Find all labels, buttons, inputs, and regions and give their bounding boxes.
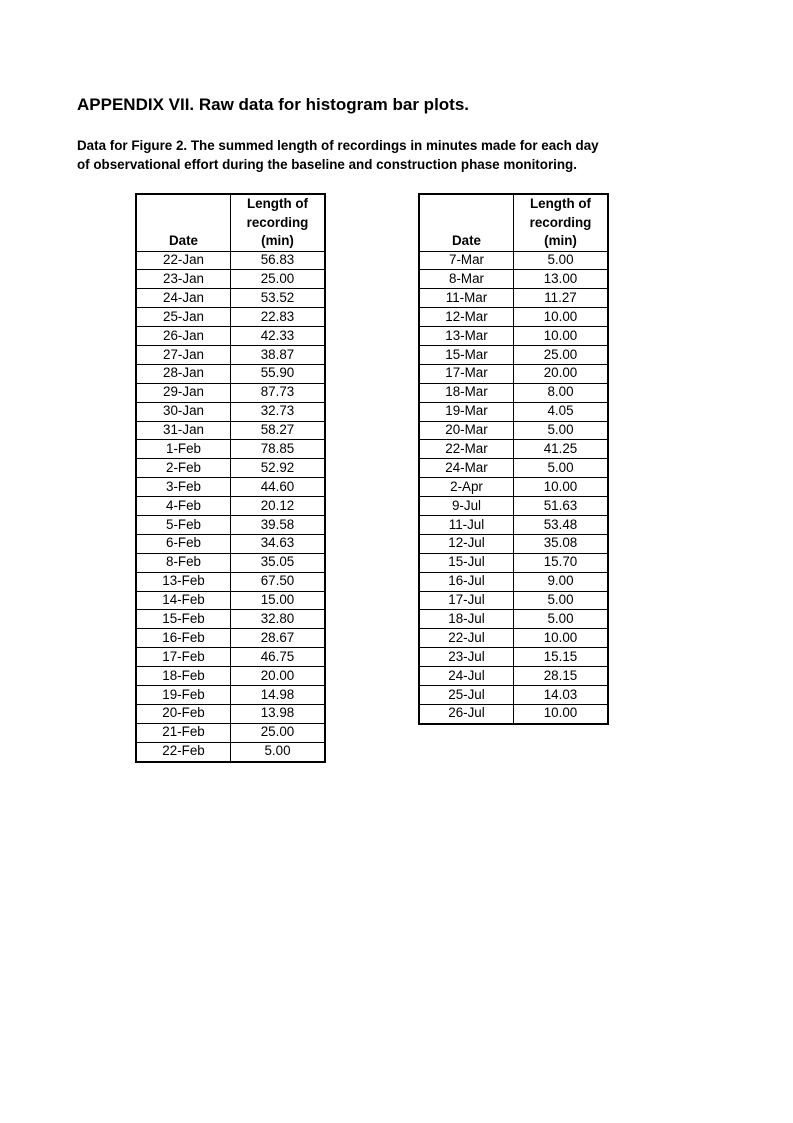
table-row [419, 345, 608, 364]
length-cell: 14.98 [231, 685, 326, 704]
date-cell: 19-Mar [419, 402, 514, 421]
length-cell: 87.73 [231, 383, 326, 402]
table-row [136, 685, 325, 704]
length-cell: 35.08 [514, 534, 609, 553]
length-header-line-3: (min) [544, 233, 577, 248]
length-cell: 35.05 [231, 553, 326, 572]
length-cell: 15.00 [231, 591, 326, 610]
table-row [136, 534, 325, 553]
length-cell: 10.00 [514, 478, 609, 497]
date-cell: 25-Jan [136, 308, 231, 327]
date-cell: 20-Feb [136, 704, 231, 723]
table-row [419, 459, 608, 478]
date-cell: 2-Apr [419, 478, 514, 497]
table-row [136, 383, 325, 402]
length-cell: 39.58 [231, 515, 326, 534]
date-cell: 23-Jul [419, 648, 514, 667]
date-cell: 16-Jul [419, 572, 514, 591]
table-row [419, 704, 608, 723]
length-cell: 11.27 [514, 289, 609, 308]
length-cell: 41.25 [514, 440, 609, 459]
date-cell: 30-Jan [136, 402, 231, 421]
table-header-row [419, 194, 608, 251]
date-cell: 18-Mar [419, 383, 514, 402]
length-cell: 15.70 [514, 553, 609, 572]
recording-table-right [418, 193, 609, 725]
date-cell: 11-Mar [419, 289, 514, 308]
length-cell: 5.00 [514, 421, 609, 440]
date-cell: 27-Jan [136, 345, 231, 364]
length-cell: 42.33 [231, 327, 326, 346]
table-row [419, 572, 608, 591]
date-cell: 1-Feb [136, 440, 231, 459]
length-cell: 44.60 [231, 478, 326, 497]
recording-table-left [135, 193, 326, 763]
length-cell: 51.63 [514, 497, 609, 516]
length-header-line-1: Length of [530, 196, 591, 211]
date-cell: 24-Jul [419, 667, 514, 686]
date-cell: 13-Mar [419, 327, 514, 346]
appendix-title: APPENDIX VII. Raw data for histogram bar plots. [77, 95, 470, 114]
date-cell: 23-Jan [136, 270, 231, 289]
length-cell: 8.00 [514, 383, 609, 402]
table-row [419, 478, 608, 497]
length-cell: 52.92 [231, 459, 326, 478]
table-row [136, 251, 325, 270]
table-row [419, 629, 608, 648]
length-cell: 78.85 [231, 440, 326, 459]
length-cell: 25.00 [514, 345, 609, 364]
length-cell: 10.00 [514, 327, 609, 346]
date-cell: 17-Jul [419, 591, 514, 610]
table-row [136, 364, 325, 383]
length-cell: 5.00 [514, 610, 609, 629]
date-cell: 8-Mar [419, 270, 514, 289]
length-cell: 9.00 [514, 572, 609, 591]
length-header-line-2: recording [529, 214, 592, 230]
length-cell: 10.00 [514, 704, 609, 723]
table-row [419, 327, 608, 346]
date-cell: 9-Jul [419, 497, 514, 516]
date-cell: 13-Feb [136, 572, 231, 591]
table-row [136, 345, 325, 364]
table-row [419, 402, 608, 421]
date-cell: 11-Jul [419, 515, 514, 534]
date-cell: 20-Mar [419, 421, 514, 440]
length-cell: 28.15 [514, 667, 609, 686]
date-cell: 22-Mar [419, 440, 514, 459]
length-cell: 20.00 [231, 667, 326, 686]
table-row [136, 440, 325, 459]
table-row [136, 610, 325, 629]
table-row [136, 308, 325, 327]
length-cell: 13.00 [514, 270, 609, 289]
table-row [136, 515, 325, 534]
length-cell: 58.27 [231, 421, 326, 440]
length-cell: 20.12 [231, 497, 326, 516]
length-cell: 32.73 [231, 402, 326, 421]
length-cell: 25.00 [231, 270, 326, 289]
length-cell: 5.00 [514, 459, 609, 478]
date-cell: 25-Jul [419, 685, 514, 704]
table-row [136, 402, 325, 421]
length-header-line-3: (min) [261, 233, 294, 248]
date-cell: 17-Mar [419, 364, 514, 383]
table-row [419, 364, 608, 383]
table-row [419, 667, 608, 686]
table-row [419, 383, 608, 402]
date-cell: 5-Feb [136, 515, 231, 534]
length-cell: 34.63 [231, 534, 326, 553]
table-row [136, 572, 325, 591]
table-row [419, 591, 608, 610]
table-row [136, 553, 325, 572]
table-row [136, 289, 325, 308]
date-cell: 7-Mar [419, 251, 514, 270]
date-cell: 22-Jul [419, 629, 514, 648]
date-cell: 31-Jan [136, 421, 231, 440]
table-row [419, 421, 608, 440]
table-row [419, 534, 608, 553]
length-cell: 20.00 [514, 364, 609, 383]
table-row [419, 308, 608, 327]
date-cell: 26-Jan [136, 327, 231, 346]
table-row [419, 270, 608, 289]
length-cell: 5.00 [231, 742, 326, 761]
table-row [136, 459, 325, 478]
table-row [136, 723, 325, 742]
date-cell: 2-Feb [136, 459, 231, 478]
length-header [514, 194, 609, 251]
date-cell: 15-Mar [419, 345, 514, 364]
table-row [136, 478, 325, 497]
caption-line-2: of observational effort during the baseline and construction phase monitoring. [77, 157, 577, 172]
date-cell: 29-Jan [136, 383, 231, 402]
date-cell: 16-Feb [136, 629, 231, 648]
length-cell: 38.87 [231, 345, 326, 364]
table-row [419, 553, 608, 572]
length-cell: 46.75 [231, 648, 326, 667]
table-row [419, 648, 608, 667]
length-cell: 4.05 [514, 402, 609, 421]
length-cell: 55.90 [231, 364, 326, 383]
length-cell: 10.00 [514, 308, 609, 327]
table-row [136, 742, 325, 761]
date-cell: 14-Feb [136, 591, 231, 610]
length-cell: 22.83 [231, 308, 326, 327]
table-row [419, 610, 608, 629]
length-cell: 53.48 [514, 515, 609, 534]
date-cell: 18-Feb [136, 667, 231, 686]
length-cell: 5.00 [514, 251, 609, 270]
table-row [419, 685, 608, 704]
date-cell: 15-Feb [136, 610, 231, 629]
date-cell: 24-Mar [419, 459, 514, 478]
table-header-row [136, 194, 325, 251]
date-cell: 28-Jan [136, 364, 231, 383]
date-cell: 6-Feb [136, 534, 231, 553]
table-row [419, 251, 608, 270]
table-row [136, 270, 325, 289]
date-cell: 17-Feb [136, 648, 231, 667]
date-cell: 8-Feb [136, 553, 231, 572]
length-cell: 5.00 [514, 591, 609, 610]
table-row [419, 440, 608, 459]
table-row [419, 289, 608, 308]
date-header: Date [136, 194, 231, 251]
length-header-line-2: recording [246, 214, 309, 230]
date-cell: 3-Feb [136, 478, 231, 497]
length-cell: 32.80 [231, 610, 326, 629]
date-cell: 12-Jul [419, 534, 514, 553]
date-cell: 22-Feb [136, 742, 231, 761]
table-row [136, 591, 325, 610]
table-row [136, 704, 325, 723]
date-header: Date [419, 194, 514, 251]
date-cell: 4-Feb [136, 497, 231, 516]
length-cell: 25.00 [231, 723, 326, 742]
length-header-line-1: Length of [247, 196, 308, 211]
length-cell: 56.83 [231, 251, 326, 270]
date-cell: 12-Mar [419, 308, 514, 327]
date-cell: 24-Jan [136, 289, 231, 308]
length-header [231, 194, 326, 251]
date-cell: 21-Feb [136, 723, 231, 742]
length-cell: 53.52 [231, 289, 326, 308]
table-row [419, 515, 608, 534]
table-row [419, 497, 608, 516]
length-cell: 13.98 [231, 704, 326, 723]
date-cell: 26-Jul [419, 704, 514, 723]
length-cell: 67.50 [231, 572, 326, 591]
table-row [136, 667, 325, 686]
table-row [136, 421, 325, 440]
date-cell: 19-Feb [136, 685, 231, 704]
date-cell: 22-Jan [136, 251, 231, 270]
date-cell: 18-Jul [419, 610, 514, 629]
length-cell: 28.67 [231, 629, 326, 648]
date-cell: 15-Jul [419, 553, 514, 572]
length-cell: 14.03 [514, 685, 609, 704]
figure-caption [77, 136, 717, 174]
table-row [136, 497, 325, 516]
table-row [136, 327, 325, 346]
caption-line-1: Data for Figure 2. The summed length of recordings in minutes made for each day [77, 138, 599, 153]
table-row [136, 648, 325, 667]
table-row [136, 629, 325, 648]
length-cell: 15.15 [514, 648, 609, 667]
length-cell: 10.00 [514, 629, 609, 648]
